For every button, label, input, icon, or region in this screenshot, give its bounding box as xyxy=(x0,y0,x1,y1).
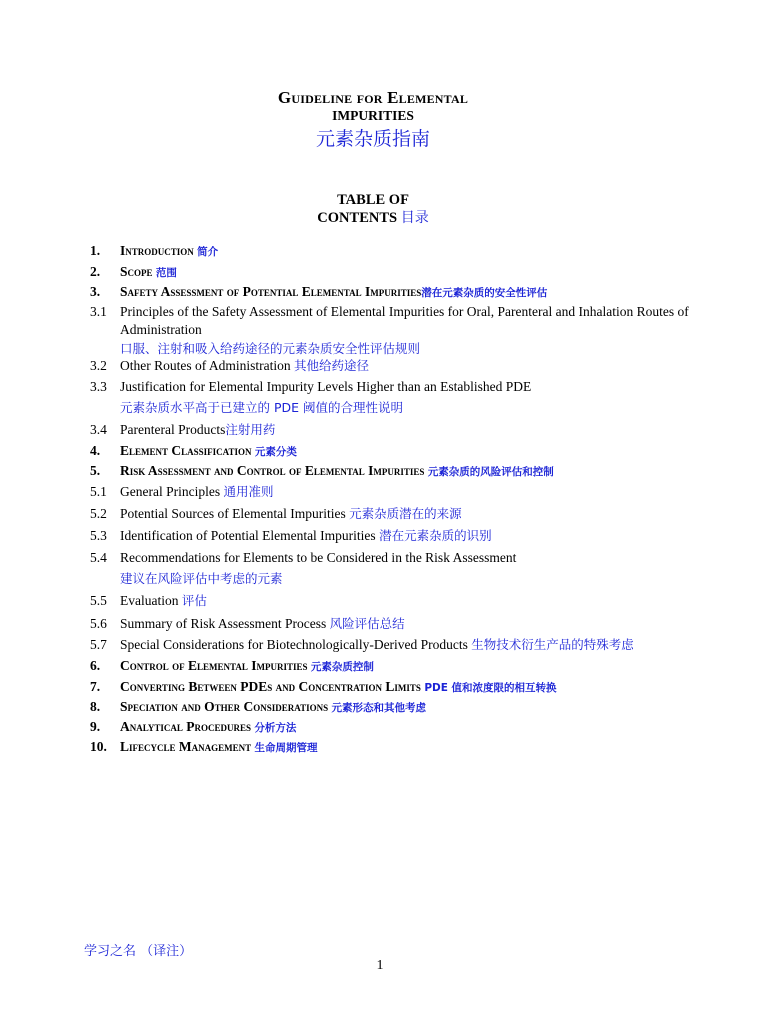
title-chinese: 元素杂质指南 xyxy=(315,128,430,150)
translator-note: 学习之名 （译注） xyxy=(84,944,193,959)
toc-entry-5-5[interactable] xyxy=(90,592,690,615)
toc-entry-number: 5.3 xyxy=(90,528,107,543)
toc-entry-chinese: 分析方法 xyxy=(254,722,297,734)
toc-entry-number: 5.7 xyxy=(90,637,107,652)
toc-entry-1[interactable] xyxy=(90,242,690,263)
toc-entry-number: 5.5 xyxy=(90,593,107,608)
toc-entry-title: Introduction xyxy=(120,243,194,258)
toc-entry-number: 4. xyxy=(90,443,101,458)
toc-entry-8[interactable] xyxy=(90,698,690,718)
title-line-1: Guideline for Elemental xyxy=(277,88,469,107)
toc-entry-3-2[interactable] xyxy=(90,357,690,378)
toc-entry-chinese: 潜在元素杂质的识别 xyxy=(379,528,492,543)
toc-entry-title: Potential Sources of Elemental Impurities xyxy=(120,506,346,521)
toc-entry-number: 5.4 xyxy=(90,550,107,565)
toc-entry-number: 3.2 xyxy=(90,358,107,373)
toc-entry-title: Justification for Elemental Impurity Levels Higher than an Established PDE xyxy=(120,379,532,394)
toc-entry-chinese: 潜在元素杂质的安全性评估 xyxy=(421,287,548,299)
toc-entry-title: Principles of the Safety Assessment of Elemental Impurities for Oral, Parenteral and Inhalation Routes of Administration xyxy=(120,304,689,337)
toc-heading-line-2 xyxy=(0,209,746,227)
toc-entry-5-7[interactable] xyxy=(90,636,690,657)
toc-entry-chinese: 通用准则 xyxy=(223,484,274,499)
toc-entry-2[interactable] xyxy=(90,263,690,283)
toc-entry-6[interactable] xyxy=(90,657,690,678)
toc-entry-chinese: 注射用药 xyxy=(225,422,276,437)
toc-entry-chinese: PDE 值和浓度限的相互转换 xyxy=(424,682,557,694)
toc-entry-5-1[interactable] xyxy=(90,483,690,505)
toc-heading-chinese: 目录 xyxy=(400,210,429,226)
toc-entry-chinese: 生命周期管理 xyxy=(254,742,318,754)
toc-entry-10[interactable] xyxy=(90,738,690,758)
toc-entry-title: Identification of Potential Elemental Impurities xyxy=(120,528,376,543)
toc-entry-title: Recommendations for Elements to be Considered in the Risk Assessment xyxy=(120,550,517,565)
toc-entry-chinese: 元素杂质水平高于已建立的 PDE 阈值的合理性说明 xyxy=(120,400,404,415)
toc-entry-7[interactable] xyxy=(90,678,690,698)
table-of-contents xyxy=(90,242,690,758)
toc-entry-chinese: 简介 xyxy=(197,246,219,258)
toc-entry-chinese: 元素杂质的风险评估和控制 xyxy=(427,466,554,478)
toc-entry-chinese: 口服、注射和吸入给药途径的元素杂质安全性评估规则 xyxy=(120,341,421,356)
toc-entry-9[interactable] xyxy=(90,718,690,738)
toc-entry-number: 3.4 xyxy=(90,422,107,437)
toc-entry-title: Other Routes of Administration xyxy=(120,358,291,373)
toc-entry-chinese: 风险评估总结 xyxy=(329,616,405,631)
toc-entry-5-6[interactable] xyxy=(90,615,690,636)
toc-heading-line-1: TABLE OF xyxy=(337,192,409,208)
toc-entry-number: 9. xyxy=(90,719,101,734)
toc-entry-chinese: 生物技术衍生产品的特殊考虑 xyxy=(471,637,634,652)
toc-entry-title: Analytical Procedures xyxy=(120,719,252,734)
toc-entry-number: 2. xyxy=(90,264,101,279)
toc-entry-4[interactable] xyxy=(90,442,690,462)
toc-entry-3-3[interactable] xyxy=(90,378,690,421)
toc-entry-number: 5. xyxy=(90,463,101,478)
toc-entry-number: 5.1 xyxy=(90,484,107,499)
toc-entry-chinese: 元素形态和其他考虑 xyxy=(331,702,426,714)
toc-entry-title: Safety Assessment of Potential Elemental Impurities xyxy=(120,284,422,299)
toc-entry-5-3[interactable] xyxy=(90,527,690,549)
toc-entry-title: Parenteral Products xyxy=(120,422,226,437)
toc-entry-number: 3. xyxy=(90,284,101,299)
toc-entry-number: 6. xyxy=(90,658,101,673)
toc-entry-number: 8. xyxy=(90,699,101,714)
toc-entry-5[interactable] xyxy=(90,462,690,483)
toc-entry-chinese: 建议在风险评估中考虑的元素 xyxy=(120,571,283,586)
title-line-2: IMPURITIES xyxy=(332,108,414,123)
toc-entry-chinese: 元素杂质控制 xyxy=(310,661,374,673)
toc-entry-chinese: 范围 xyxy=(155,267,177,279)
toc-entry-number: 5.6 xyxy=(90,616,107,631)
toc-heading xyxy=(0,191,746,227)
toc-entry-number: 1. xyxy=(90,243,101,258)
document-title xyxy=(0,88,746,151)
toc-entry-number: 3.1 xyxy=(90,304,107,319)
toc-entry-title: Element Classification xyxy=(120,443,252,458)
toc-entry-3-1[interactable] xyxy=(90,303,690,357)
toc-entry-title: Special Considerations for Biotechnologically-Derived Products xyxy=(120,637,468,652)
toc-heading-line-2-en: CONTENTS xyxy=(317,210,398,226)
page-number: 1 xyxy=(376,958,384,973)
toc-entry-title: Risk Assessment and Control of Elemental Impurities xyxy=(120,463,425,478)
toc-entry-chinese: 评估 xyxy=(181,593,207,608)
toc-entry-3-4[interactable] xyxy=(90,421,690,442)
toc-entry-3[interactable] xyxy=(90,283,690,303)
toc-entry-number: 3.3 xyxy=(90,379,107,394)
toc-entry-title: Speciation and Other Considerations xyxy=(120,699,329,714)
toc-entry-title: Scope xyxy=(120,264,153,279)
toc-entry-number: 10. xyxy=(90,739,107,754)
toc-entry-5-2[interactable] xyxy=(90,505,690,527)
toc-entry-5-4[interactable] xyxy=(90,549,690,592)
toc-entry-chinese: 其他给药途径 xyxy=(293,358,369,373)
toc-entry-chinese: 元素分类 xyxy=(254,446,297,458)
toc-entry-title: Evaluation xyxy=(120,593,179,608)
toc-entry-chinese: 元素杂质潜在的来源 xyxy=(349,506,462,521)
toc-entry-title: Converting Between PDEs and Concentration Limits xyxy=(120,679,421,694)
toc-entry-number: 5.2 xyxy=(90,506,107,521)
toc-entry-title: Summary of Risk Assessment Process xyxy=(120,616,327,631)
toc-entry-number: 7. xyxy=(90,679,101,694)
toc-entry-title: Control of Elemental Impurities xyxy=(120,658,308,673)
toc-entry-title: General Principles xyxy=(120,484,221,499)
toc-entry-title: Lifecycle Management xyxy=(120,739,252,754)
